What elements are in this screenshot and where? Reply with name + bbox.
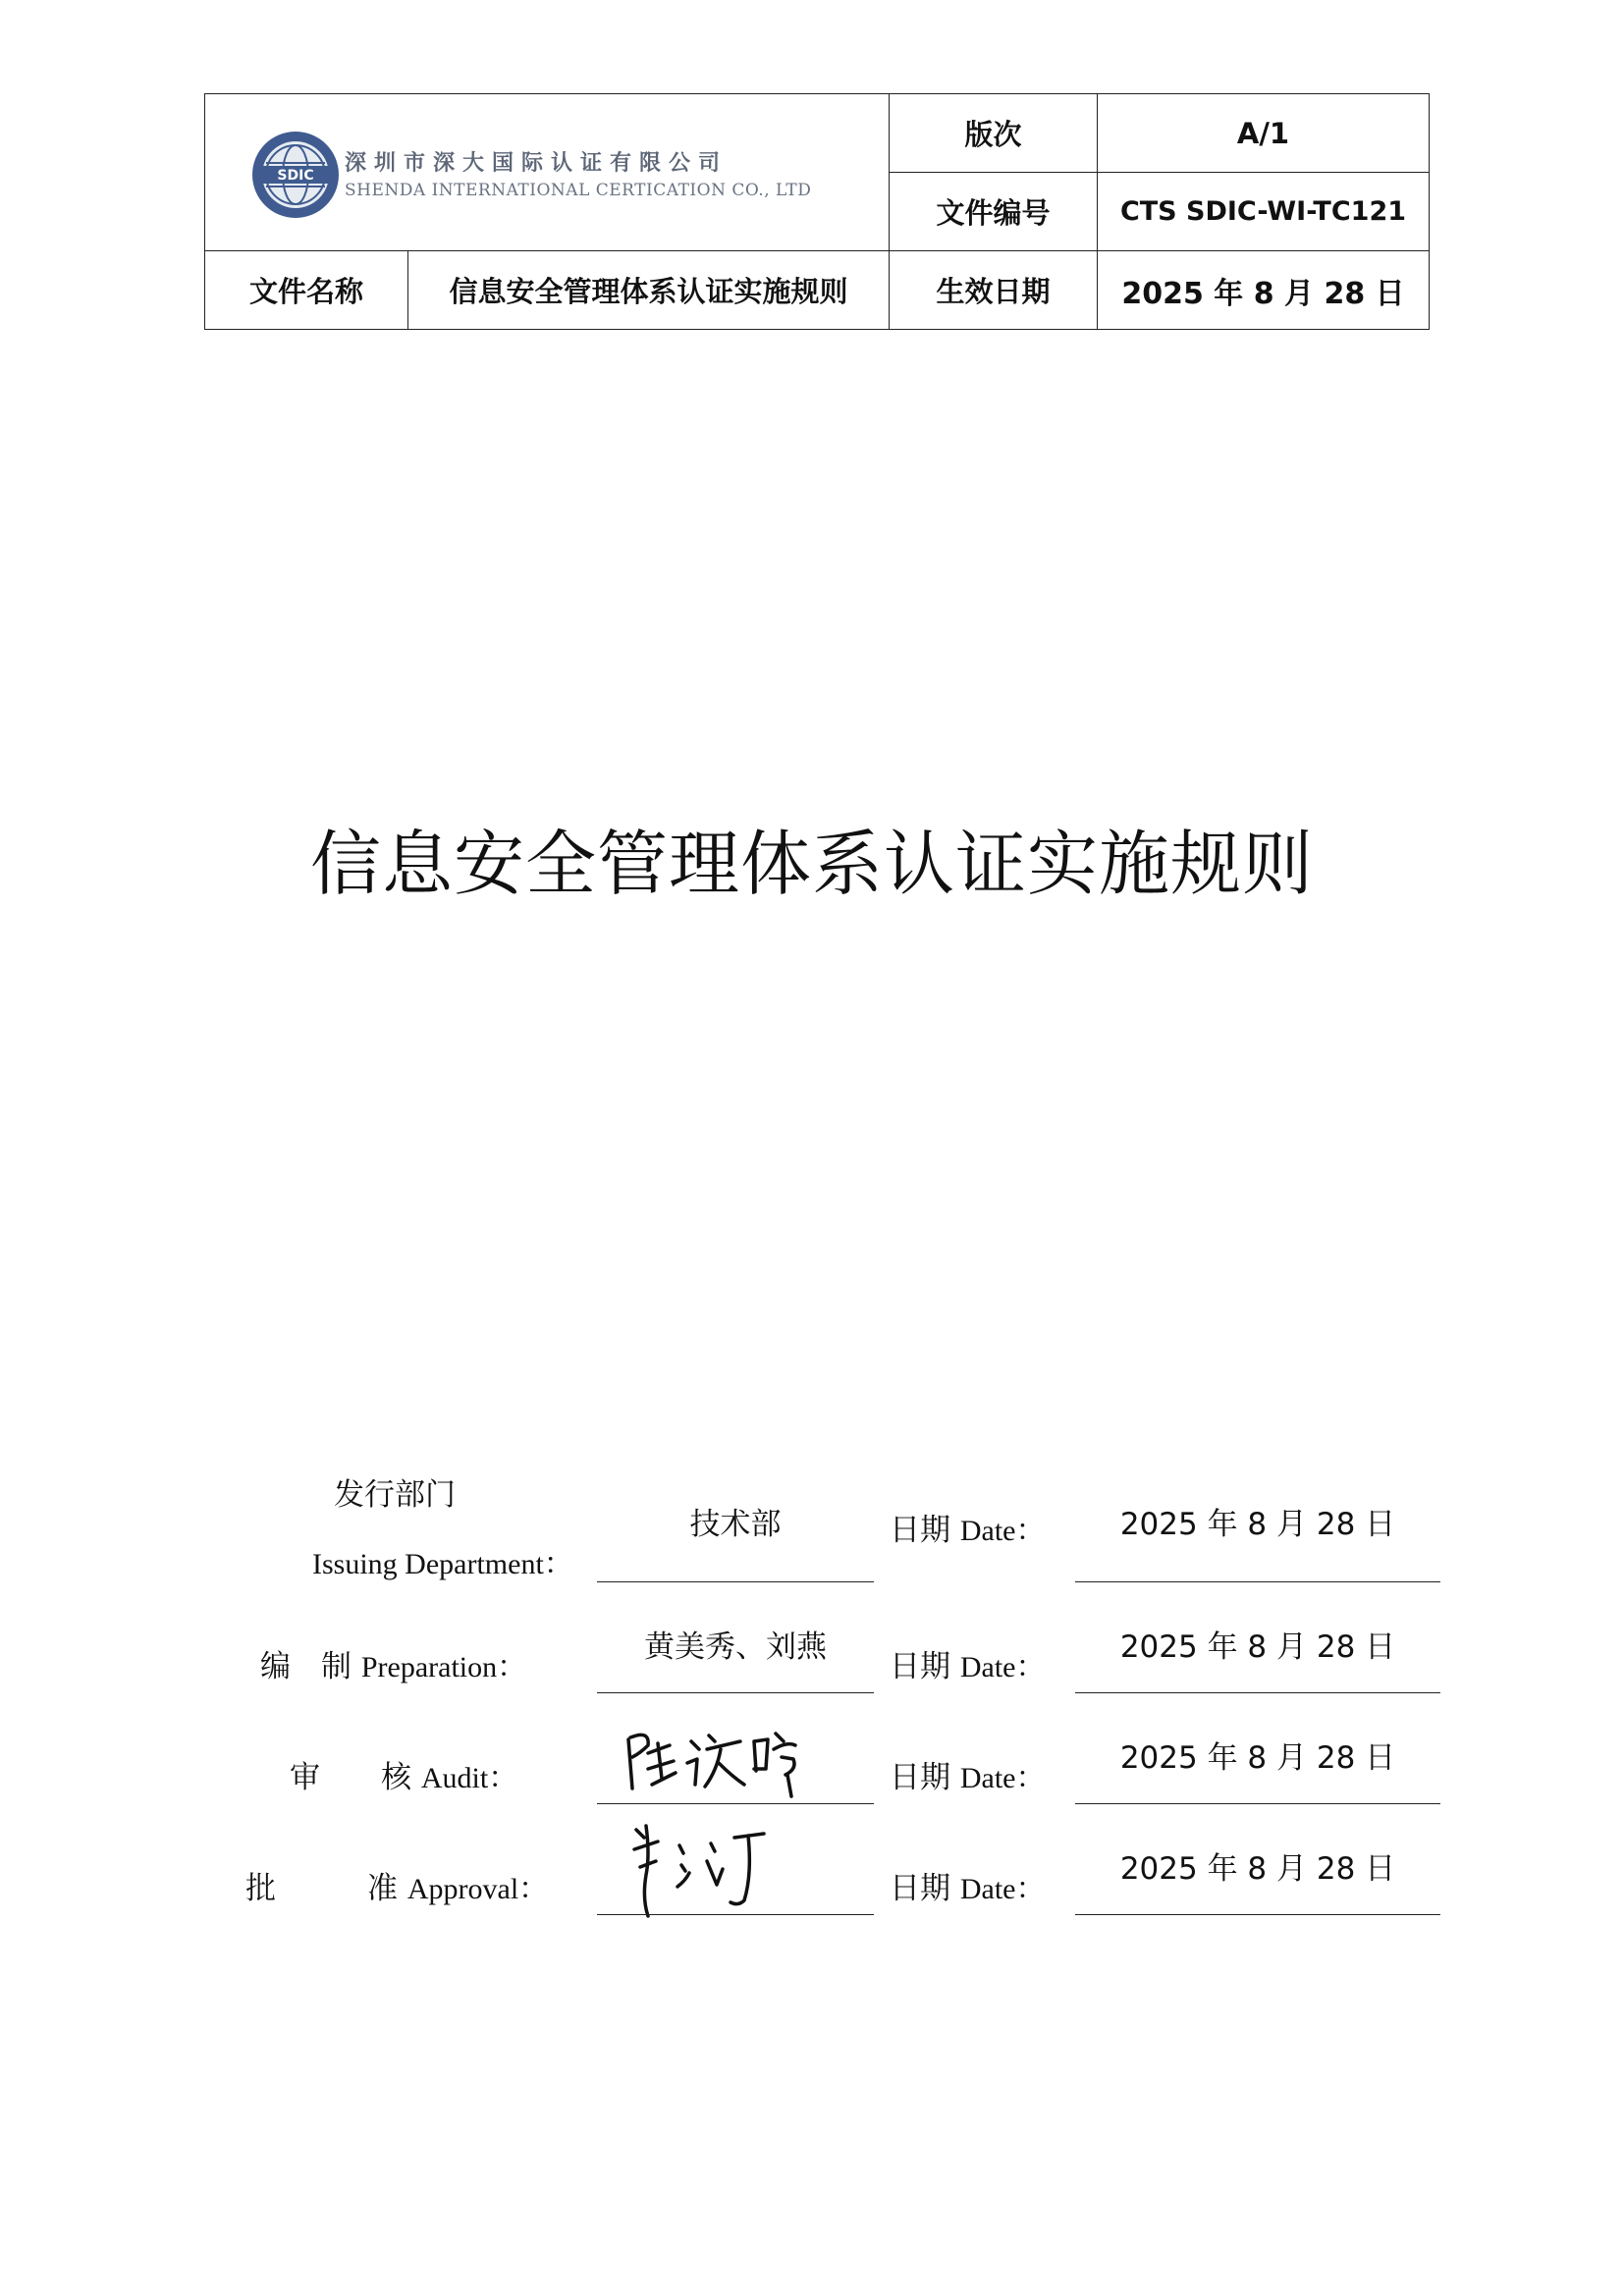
company-name-cn: 深圳市深大国际认证有限公司: [345, 151, 729, 176]
approval-date-label: [890, 1863, 1046, 1907]
approval-date-label-cn: 日期: [890, 1871, 950, 1906]
effective-date-value: 2025 年 8 月 28 日: [1098, 251, 1430, 330]
preparation-date-label-cn: 日期: [890, 1649, 950, 1684]
preparation-date-label-en: Date：: [959, 1651, 1046, 1683]
approval-date-label-en: Date：: [959, 1873, 1046, 1905]
preparation-value-line: [597, 1692, 874, 1693]
document-number-label: 文件编号: [890, 173, 1098, 251]
effective-date-label: 生效日期: [890, 251, 1098, 330]
company-seal-logo: [250, 130, 341, 220]
approval-label: [245, 1863, 548, 1907]
company-name-en: SHENDA INTERNATIONAL CERTICATION CO., LTD: [345, 181, 812, 200]
preparation-date-label: [890, 1641, 1046, 1685]
issuing-date-value: 2025 年 8 月 28 日: [1119, 1507, 1396, 1542]
issuing-date-line: [1075, 1581, 1440, 1582]
issuing-value-line: [597, 1581, 874, 1582]
audit-label: [290, 1752, 517, 1796]
preparation-date-value: 2025 年 8 月 28 日: [1119, 1629, 1396, 1665]
approval-date-line: [1075, 1914, 1440, 1915]
preparation-date-line: [1075, 1692, 1440, 1693]
approval-signature-image: [628, 1816, 776, 1924]
approval-label-cn: 批 准: [245, 1871, 398, 1906]
issuing-label-en-wrap: [312, 1539, 573, 1582]
issuing-date-label: [890, 1505, 1046, 1549]
audit-value-line: [597, 1803, 874, 1804]
audit-date-label: [890, 1752, 1046, 1796]
document-header-table: [204, 93, 1430, 330]
preparation-value: 黄美秀、刘燕: [644, 1629, 827, 1665]
preparation-label-cn: 编 制: [260, 1649, 352, 1684]
audit-signature-image: [619, 1720, 815, 1803]
document-number-value: CTS SDIC-WI-TC121: [1098, 173, 1430, 251]
audit-date-label-cn: 日期: [890, 1760, 950, 1795]
issuing-value: 技术部: [689, 1507, 782, 1542]
preparation-label-en: Preparation：: [360, 1651, 527, 1683]
audit-label-cn: 审 核: [290, 1760, 411, 1795]
document-title: 信息安全管理体系认证实施规则: [309, 823, 1314, 905]
version-value: A/1: [1098, 94, 1430, 173]
audit-date-line: [1075, 1803, 1440, 1804]
issuing-label-en: Issuing Department：: [312, 1548, 573, 1580]
document-name-value: 信息安全管理体系认证实施规则: [408, 251, 890, 330]
approval-date-value: 2025 年 8 月 28 日: [1119, 1851, 1396, 1887]
approval-value-line: [597, 1914, 874, 1915]
issuing-label-cn: 发行部门: [334, 1477, 456, 1513]
issuing-date-label-en: Date：: [959, 1515, 1046, 1547]
approval-label-en: Approval：: [406, 1873, 549, 1905]
seal-text: SDIC: [277, 168, 314, 184]
audit-date-value: 2025 年 8 月 28 日: [1119, 1740, 1396, 1776]
version-label: 版次: [890, 94, 1098, 173]
preparation-label: [260, 1641, 526, 1685]
audit-date-label-en: Date：: [959, 1762, 1046, 1794]
company-logo-cell: [205, 94, 890, 251]
issuing-date-label-cn: 日期: [890, 1513, 950, 1548]
document-name-label: 文件名称: [205, 251, 408, 330]
audit-label-en: Audit：: [420, 1762, 518, 1794]
